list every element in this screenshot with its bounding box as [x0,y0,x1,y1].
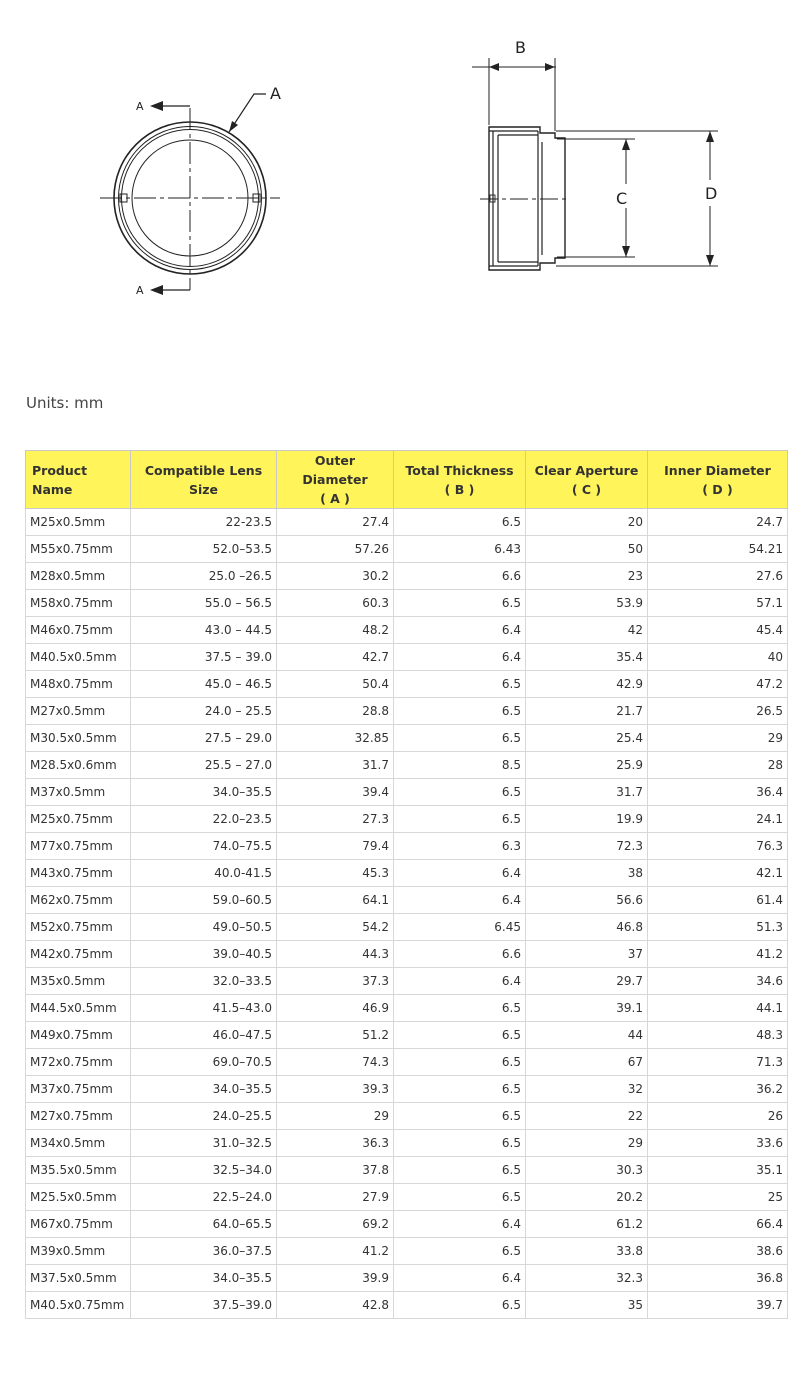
header-line1: Total Thickness [405,462,514,478]
cell-inner-diameter: 38.6 [648,1238,788,1265]
cell-total-thickness: 6.5 [394,1022,526,1049]
side-view [472,58,718,270]
header-line2: ( B ) [444,481,475,497]
cell-outer-diameter: 50.4 [277,671,394,698]
cell-product-name: M58x0.75mm [26,590,131,617]
cell-inner-diameter: 34.6 [648,968,788,995]
cell-product-name: M28.5x0.6mm [26,752,131,779]
cell-outer-diameter: 48.2 [277,617,394,644]
cell-total-thickness: 6.4 [394,617,526,644]
cell-product-name: M44.5x0.5mm [26,995,131,1022]
cell-product-name: M40.5x0.75mm [26,1292,131,1319]
cell-clear-aperture: 56.6 [526,887,648,914]
cell-total-thickness: 6.5 [394,806,526,833]
cell-product-name: M35x0.5mm [26,968,131,995]
table-row [26,617,788,644]
table-row [26,806,788,833]
header-line1: Inner Diameter [664,462,771,478]
cell-outer-diameter: 42.8 [277,1292,394,1319]
cell-clear-aperture: 37 [526,941,648,968]
cell-product-name: M27x0.75mm [26,1103,131,1130]
table-row [26,1076,788,1103]
cell-lens-size: 46.0–47.5 [131,1022,277,1049]
table-row [26,563,788,590]
table-row [26,914,788,941]
cell-lens-size: 25.0 –26.5 [131,563,277,590]
cell-total-thickness: 6.5 [394,671,526,698]
cell-total-thickness: 6.4 [394,644,526,671]
cell-inner-diameter: 24.1 [648,806,788,833]
table-row [26,941,788,968]
cell-total-thickness: 6.4 [394,860,526,887]
cell-inner-diameter: 24.7 [648,509,788,536]
table-row [26,1103,788,1130]
table-row [26,725,788,752]
cell-outer-diameter: 28.8 [277,698,394,725]
cell-clear-aperture: 38 [526,860,648,887]
cell-inner-diameter: 25 [648,1184,788,1211]
cell-total-thickness: 6.45 [394,914,526,941]
cell-total-thickness: 6.5 [394,725,526,752]
table-row [26,509,788,536]
cell-lens-size: 69.0–70.5 [131,1049,277,1076]
cell-inner-diameter: 29 [648,725,788,752]
cell-clear-aperture: 44 [526,1022,648,1049]
table-row [26,995,788,1022]
cell-lens-size: 40.0-41.5 [131,860,277,887]
cell-outer-diameter: 39.4 [277,779,394,806]
table-row [26,887,788,914]
cell-outer-diameter: 60.3 [277,590,394,617]
cell-total-thickness: 6.5 [394,1049,526,1076]
table-row [26,644,788,671]
cell-clear-aperture: 42.9 [526,671,648,698]
table-row [26,1238,788,1265]
cell-total-thickness: 6.4 [394,968,526,995]
cell-outer-diameter: 64.1 [277,887,394,914]
table-row [26,671,788,698]
cell-product-name: M77x0.75mm [26,833,131,860]
cell-total-thickness: 6.4 [394,1265,526,1292]
cell-clear-aperture: 30.3 [526,1157,648,1184]
table-row [26,779,788,806]
cell-product-name: M25x0.75mm [26,806,131,833]
cell-inner-diameter: 40 [648,644,788,671]
cell-outer-diameter: 31.7 [277,752,394,779]
cell-outer-diameter: 27.9 [277,1184,394,1211]
cell-outer-diameter: 37.3 [277,968,394,995]
cell-clear-aperture: 21.7 [526,698,648,725]
cell-inner-diameter: 48.3 [648,1022,788,1049]
cell-total-thickness: 6.5 [394,509,526,536]
cell-product-name: M25x0.5mm [26,509,131,536]
cell-outer-diameter: 74.3 [277,1049,394,1076]
cell-inner-diameter: 61.4 [648,887,788,914]
table-row [26,1265,788,1292]
cell-product-name: M28x0.5mm [26,563,131,590]
table-row [26,833,788,860]
cell-lens-size: 37.5–39.0 [131,1292,277,1319]
cell-lens-size: 25.5 – 27.0 [131,752,277,779]
cell-outer-diameter: 51.2 [277,1022,394,1049]
cell-clear-aperture: 32.3 [526,1265,648,1292]
cell-lens-size: 74.0–75.5 [131,833,277,860]
cell-inner-diameter: 26 [648,1103,788,1130]
cell-lens-size: 27.5 – 29.0 [131,725,277,752]
cell-inner-diameter: 54.21 [648,536,788,563]
cell-inner-diameter: 36.8 [648,1265,788,1292]
table-row [26,590,788,617]
cell-total-thickness: 6.4 [394,1211,526,1238]
cell-outer-diameter: 42.7 [277,644,394,671]
cell-outer-diameter: 79.4 [277,833,394,860]
cell-inner-diameter: 66.4 [648,1211,788,1238]
cell-clear-aperture: 20.2 [526,1184,648,1211]
section-mark-top: A [136,100,144,113]
specs-table-body [26,509,788,1319]
cell-lens-size: 24.0 – 25.5 [131,698,277,725]
cell-inner-diameter: 41.2 [648,941,788,968]
cell-inner-diameter: 47.2 [648,671,788,698]
cell-product-name: M67x0.75mm [26,1211,131,1238]
table-row [26,752,788,779]
cell-outer-diameter: 57.26 [277,536,394,563]
cell-lens-size: 52.0–53.5 [131,536,277,563]
cell-lens-size: 64.0–65.5 [131,1211,277,1238]
label-b: B [515,38,526,57]
cell-product-name: M37x0.75mm [26,1076,131,1103]
cell-outer-diameter: 39.9 [277,1265,394,1292]
cell-outer-diameter: 45.3 [277,860,394,887]
cell-total-thickness: 6.5 [394,1103,526,1130]
table-row [26,968,788,995]
cell-total-thickness: 6.6 [394,563,526,590]
front-view [100,94,280,295]
table-row [26,536,788,563]
cell-clear-aperture: 29.7 [526,968,648,995]
header-line1: Product Name [32,462,88,497]
units-label: Units: mm [26,394,104,412]
table-row [26,1292,788,1319]
cell-inner-diameter: 44.1 [648,995,788,1022]
section-mark-bottom: A [136,284,144,297]
cell-product-name: M42x0.75mm [26,941,131,968]
label-c: C [616,189,628,208]
header-product-name [26,451,131,509]
cell-lens-size: 41.5–43.0 [131,995,277,1022]
cell-clear-aperture: 32 [526,1076,648,1103]
table-header-row [26,451,788,509]
cell-clear-aperture: 25.4 [526,725,648,752]
cell-lens-size: 55.0 – 56.5 [131,590,277,617]
table-row [26,860,788,887]
cell-clear-aperture: 19.9 [526,806,648,833]
cell-lens-size: 45.0 – 46.5 [131,671,277,698]
table-row [26,1211,788,1238]
cell-total-thickness: 6.5 [394,1157,526,1184]
cell-clear-aperture: 53.9 [526,590,648,617]
cell-inner-diameter: 39.7 [648,1292,788,1319]
label-a: A [270,84,281,103]
cell-clear-aperture: 39.1 [526,995,648,1022]
cell-clear-aperture: 46.8 [526,914,648,941]
table-row [26,1184,788,1211]
header-line1: Clear Aperture [534,462,639,478]
label-d: D [705,184,718,203]
cell-inner-diameter: 42.1 [648,860,788,887]
cell-lens-size: 39.0–40.5 [131,941,277,968]
cell-product-name: M27x0.5mm [26,698,131,725]
cell-lens-size: 32.5–34.0 [131,1157,277,1184]
cell-lens-size: 22-23.5 [131,509,277,536]
cell-total-thickness: 6.5 [394,698,526,725]
cell-clear-aperture: 22 [526,1103,648,1130]
cell-total-thickness: 6.5 [394,1238,526,1265]
cell-outer-diameter: 69.2 [277,1211,394,1238]
cell-lens-size: 24.0–25.5 [131,1103,277,1130]
cell-clear-aperture: 50 [526,536,648,563]
cell-lens-size: 34.0–35.5 [131,1076,277,1103]
cell-product-name: M39x0.5mm [26,1238,131,1265]
cell-clear-aperture: 61.2 [526,1211,648,1238]
cell-inner-diameter: 36.2 [648,1076,788,1103]
cell-lens-size: 43.0 – 44.5 [131,617,277,644]
cell-lens-size: 34.0–35.5 [131,779,277,806]
cell-lens-size: 49.0–50.5 [131,914,277,941]
cell-clear-aperture: 25.9 [526,752,648,779]
header-compatible-lens-size [131,451,277,509]
header-line1: Outer Diameter [302,453,368,487]
cell-inner-diameter: 33.6 [648,1130,788,1157]
cell-clear-aperture: 20 [526,509,648,536]
cell-outer-diameter: 32.85 [277,725,394,752]
cell-product-name: M30.5x0.5mm [26,725,131,752]
specs-table [25,450,788,1319]
cell-product-name: M52x0.75mm [26,914,131,941]
cell-product-name: M37x0.5mm [26,779,131,806]
cell-outer-diameter: 29 [277,1103,394,1130]
cell-inner-diameter: 28 [648,752,788,779]
cell-inner-diameter: 76.3 [648,833,788,860]
cell-clear-aperture: 42 [526,617,648,644]
cell-lens-size: 32.0–33.5 [131,968,277,995]
cell-lens-size: 37.5 – 39.0 [131,644,277,671]
technical-drawing [0,0,811,340]
cell-total-thickness: 6.3 [394,833,526,860]
cell-clear-aperture: 33.8 [526,1238,648,1265]
cell-outer-diameter: 36.3 [277,1130,394,1157]
cell-inner-diameter: 35.1 [648,1157,788,1184]
header-line2: Size [188,481,219,497]
cell-total-thickness: 6.5 [394,995,526,1022]
cell-lens-size: 22.0–23.5 [131,806,277,833]
cell-outer-diameter: 54.2 [277,914,394,941]
table-row [26,1022,788,1049]
cell-lens-size: 31.0–32.5 [131,1130,277,1157]
cell-product-name: M72x0.75mm [26,1049,131,1076]
cell-inner-diameter: 51.3 [648,914,788,941]
cell-total-thickness: 8.5 [394,752,526,779]
header-line2: ( D ) [702,481,733,497]
cell-product-name: M37.5x0.5mm [26,1265,131,1292]
cell-outer-diameter: 27.4 [277,509,394,536]
cell-inner-diameter: 27.6 [648,563,788,590]
cell-inner-diameter: 45.4 [648,617,788,644]
cell-lens-size: 22.5–24.0 [131,1184,277,1211]
cell-outer-diameter: 44.3 [277,941,394,968]
table-row [26,1049,788,1076]
cell-total-thickness: 6.4 [394,887,526,914]
cell-product-name: M43x0.75mm [26,860,131,887]
cell-lens-size: 34.0–35.5 [131,1265,277,1292]
cell-product-name: M35.5x0.5mm [26,1157,131,1184]
cell-clear-aperture: 29 [526,1130,648,1157]
cell-product-name: M48x0.75mm [26,671,131,698]
cell-outer-diameter: 39.3 [277,1076,394,1103]
cell-inner-diameter: 71.3 [648,1049,788,1076]
cell-clear-aperture: 72.3 [526,833,648,860]
cell-clear-aperture: 31.7 [526,779,648,806]
cell-lens-size: 36.0–37.5 [131,1238,277,1265]
cell-total-thickness: 6.5 [394,1130,526,1157]
cell-total-thickness: 6.5 [394,779,526,806]
cell-inner-diameter: 36.4 [648,779,788,806]
cell-product-name: M49x0.75mm [26,1022,131,1049]
cell-total-thickness: 6.5 [394,1076,526,1103]
table-row [26,698,788,725]
cell-outer-diameter: 41.2 [277,1238,394,1265]
cell-outer-diameter: 46.9 [277,995,394,1022]
header-line2: ( A ) [320,491,350,506]
header-outer-diameter [277,451,394,509]
header-clear-aperture [526,451,648,509]
cell-inner-diameter: 57.1 [648,590,788,617]
cell-total-thickness: 6.5 [394,1184,526,1211]
cell-product-name: M40.5x0.5mm [26,644,131,671]
cell-clear-aperture: 67 [526,1049,648,1076]
header-line2: ( C ) [571,481,602,497]
cell-clear-aperture: 23 [526,563,648,590]
cell-lens-size: 59.0–60.5 [131,887,277,914]
header-total-thickness [394,451,526,509]
header-line1: Compatible Lens [144,462,263,478]
cell-outer-diameter: 37.8 [277,1157,394,1184]
cell-product-name: M62x0.75mm [26,887,131,914]
table-row [26,1157,788,1184]
table-row [26,1130,788,1157]
cell-total-thickness: 6.5 [394,590,526,617]
cell-outer-diameter: 27.3 [277,806,394,833]
cell-product-name: M25.5x0.5mm [26,1184,131,1211]
cell-outer-diameter: 30.2 [277,563,394,590]
header-inner-diameter [648,451,788,509]
cell-product-name: M46x0.75mm [26,617,131,644]
cell-clear-aperture: 35 [526,1292,648,1319]
cell-inner-diameter: 26.5 [648,698,788,725]
cell-total-thickness: 6.5 [394,1292,526,1319]
cell-product-name: M34x0.5mm [26,1130,131,1157]
cell-total-thickness: 6.43 [394,536,526,563]
cell-total-thickness: 6.6 [394,941,526,968]
cell-product-name: M55x0.75mm [26,536,131,563]
cell-clear-aperture: 35.4 [526,644,648,671]
